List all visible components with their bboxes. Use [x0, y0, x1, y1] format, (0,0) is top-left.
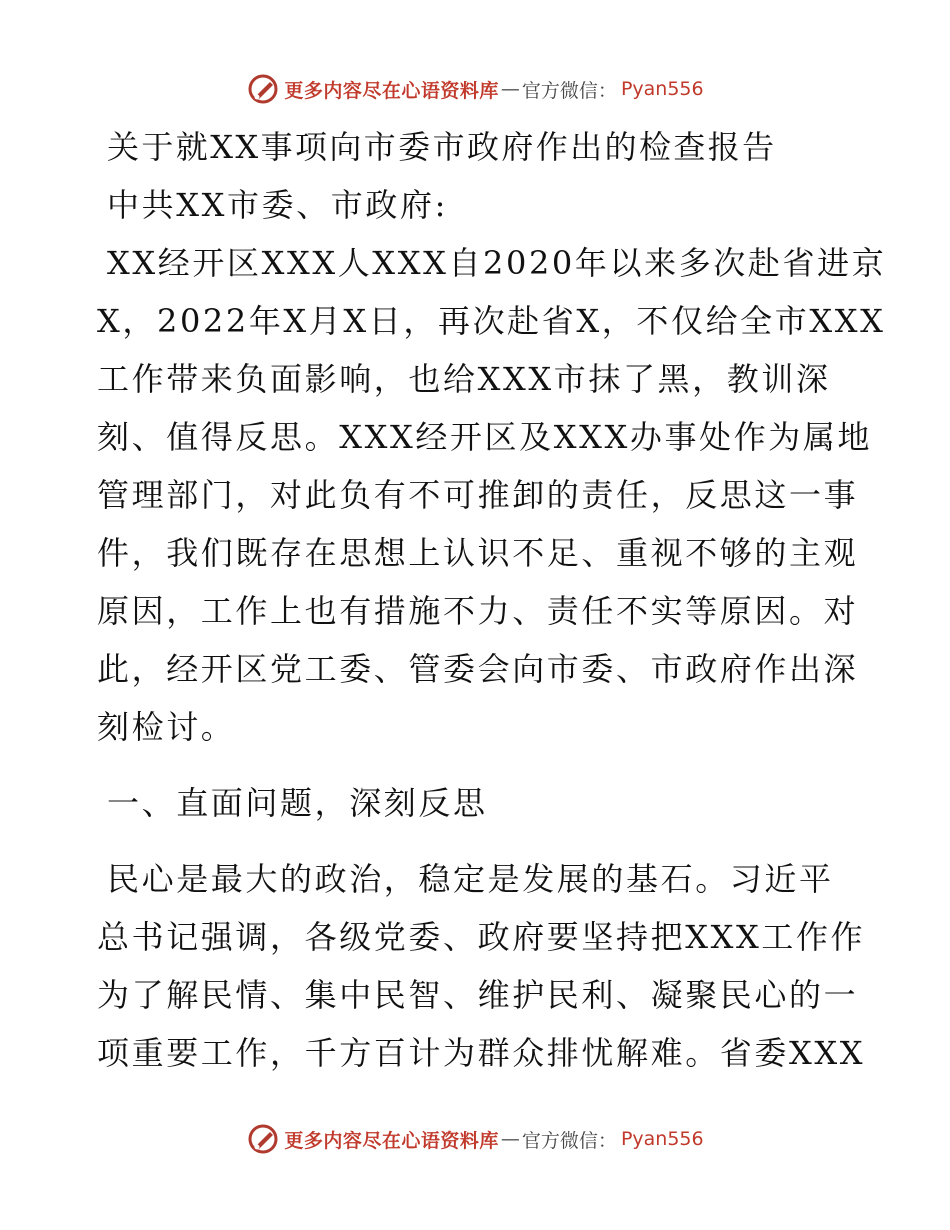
paragraph-line: 总书记强调，各级党委、政府要坚持把XXX工作作 — [97, 918, 866, 956]
paragraph-line: 此，经开区党工委、管委会向市委、市政府作出深 — [97, 650, 859, 688]
banner-dash: — — [500, 1128, 520, 1150]
banner-main-text: 更多内容尽在心语资料库 — [284, 79, 499, 102]
banner-wechat-id: Pyan556 — [620, 78, 704, 100]
paragraph-line: 工作带来负面影响，也给XXX市抹了黑，教训深 — [97, 360, 831, 398]
paragraph-line: 民心是最大的政治，稳定是发展的基石。习近平 — [107, 860, 834, 898]
paragraph-line: 刻检讨。 — [97, 708, 236, 746]
banner-wechat-label: 官方微信： — [521, 1129, 617, 1152]
paragraph-line: 项重要工作，千方百计为群众排忧解难。省委XXX — [97, 1034, 866, 1072]
document-body — [97, 118, 887, 1082]
paragraph-line: 件，我们既存在思想上认识不足、重视不够的主观 — [97, 534, 859, 572]
paragraph-line: 原因，工作上也有措施不力、责任不实等原因。对 — [97, 592, 859, 630]
salutation: 中共XX市委、市政府: — [107, 186, 448, 224]
section-heading-1: 一、直面问题，深刻反思 — [107, 784, 488, 822]
paragraph-line: 管理部门，对此负有不可推卸的责任，反思这一事 — [97, 476, 859, 514]
paragraph-line: 为了解民情、集中民智、维护民利、凝聚民心的一 — [97, 976, 859, 1014]
pen-logo-icon — [246, 1122, 280, 1156]
header-banner — [0, 72, 950, 106]
banner-wechat-id: Pyan556 — [620, 1128, 704, 1150]
paragraph-line: XX经开区XXX人XXX自2020年以来多次赴省进京 — [107, 244, 887, 282]
footer-banner — [0, 1122, 950, 1156]
banner-wechat-label: 官方微信： — [521, 79, 617, 102]
paragraph-line: X，2022年X月X日，再次赴省X，不仅给全市XXX — [97, 302, 886, 340]
banner-dash: — — [500, 78, 520, 100]
paragraph-line: 刻、值得反思。XXX经开区及XXX办事处作为属地 — [97, 418, 873, 456]
pen-logo-icon — [246, 72, 280, 106]
document-title: 关于就XX事项向市委市政府作出的检查报告 — [107, 128, 777, 166]
banner-main-text: 更多内容尽在心语资料库 — [284, 1129, 499, 1152]
paragraph-2 — [97, 850, 866, 1082]
paragraph-1 — [97, 234, 887, 756]
